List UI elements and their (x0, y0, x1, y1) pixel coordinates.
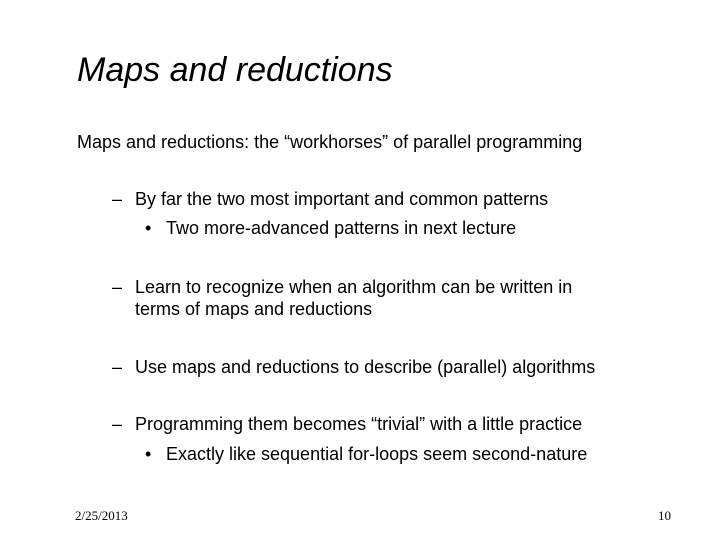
dash-bullet: – (112, 357, 123, 377)
point-1-text: By far the two most important and common patterns (135, 189, 549, 209)
point-2-text-line1: Learn to recognize when an algorithm can be written in (135, 277, 573, 297)
point-1-sub-text: Two more-advanced patterns in next lecture (166, 218, 517, 238)
point-2-text-line2: terms of maps and reductions (135, 299, 373, 319)
slide-title: Maps and reductions (77, 51, 393, 89)
page-number: 10 (658, 508, 671, 523)
footer-date: 2/25/2013 (75, 508, 128, 523)
lead-text: Maps and reductions: the “workhorses” of parallel programming (77, 132, 583, 152)
sub-bullet: • (145, 218, 152, 238)
point-4-text: Programming them becomes “trivial” with a little practice (135, 414, 583, 434)
dash-bullet: – (112, 189, 123, 209)
point-4-sub-text: Exactly like sequential for-loops seem second-nature (166, 444, 588, 464)
dash-bullet: – (112, 414, 123, 434)
sub-bullet: • (145, 444, 152, 464)
point-3-text: Use maps and reductions to describe (parallel) algorithms (135, 357, 596, 377)
dash-bullet: – (112, 277, 123, 297)
